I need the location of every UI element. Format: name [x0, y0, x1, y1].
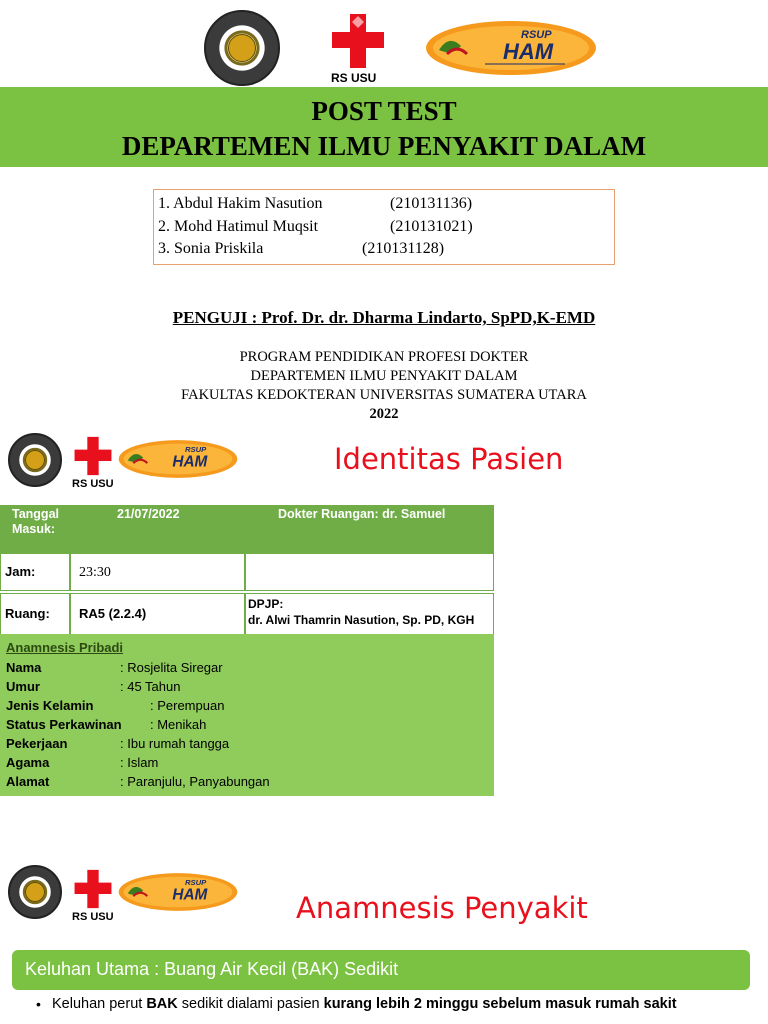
rsup-text: RSUP	[521, 29, 552, 41]
field-value: : 45 Tahun	[120, 679, 181, 694]
tanggal-label: Tanggal	[12, 507, 59, 521]
rs-usu-label: RS USU	[72, 911, 114, 923]
rs-usu-label: RS USU	[331, 71, 377, 85]
identity-slide	[0, 425, 768, 825]
bullet-bold: kurang lebih 2 minggu sebelum masuk rumah sakit	[323, 996, 677, 1012]
dpjp-value: dr. Alwi Thamrin Nasution, Sp. PD, KGH	[248, 613, 475, 627]
field-label: Pekerjaan	[6, 736, 68, 751]
jam-value: 23:30	[79, 565, 111, 580]
rs-usu-cross-icon	[328, 10, 388, 72]
rsup-text: RSUP	[184, 878, 207, 888]
table-header-row	[0, 505, 494, 553]
rs-usu-label: RS USU	[72, 478, 114, 490]
tanggal-value: 21/07/2022	[117, 507, 180, 521]
table-row-ruang	[0, 593, 494, 635]
anamnesis-slide	[0, 825, 768, 1024]
members-box	[153, 189, 615, 265]
rs-usu-cross-icon	[71, 867, 115, 911]
field-label: Jenis Kelamin	[6, 698, 94, 713]
title-slide	[0, 0, 768, 425]
member-name: 3. Sonia Priskila	[158, 240, 264, 257]
member-name: 1. Abdul Hakim Nasution	[158, 195, 323, 212]
usu-seal-logo	[204, 10, 280, 86]
field-label: Nama	[6, 660, 42, 675]
ham-text: HAM	[172, 453, 208, 471]
member-name: 2. Mohd Hatimul Muqsit	[158, 217, 319, 235]
member-nim: (210131021)	[390, 217, 473, 235]
field-value: : Ibu rumah tangga	[120, 736, 230, 751]
title-department: DEPARTEMEN ILMU PENYAKIT DALAM	[121, 131, 647, 161]
field-value: : Islam	[120, 755, 159, 770]
field-label: Umur	[6, 679, 40, 694]
jam-label: Jam:	[5, 564, 36, 579]
dpjp-label: DPJP:	[248, 597, 284, 611]
member-nim: (210131136)	[390, 195, 473, 212]
member-nim: (210131128)	[362, 240, 445, 257]
usu-seal-logo	[8, 865, 62, 919]
bullet-part: Keluhan perut	[52, 996, 147, 1012]
member-row	[158, 218, 614, 241]
department-line: DEPARTEMEN ILMU PENYAKIT DALAM	[250, 368, 518, 384]
slide-heading: Anamnesis Penyakit	[296, 891, 588, 925]
rsup-text: RSUP	[184, 445, 207, 455]
bullet-part: sedikit dialami pasien	[177, 996, 324, 1012]
keluhan-utama-banner: Keluhan Utama : Buang Air Kecil (BAK) Sedikit	[12, 950, 750, 990]
member-row	[158, 240, 614, 263]
field-label: Status Perkawinan	[6, 717, 122, 732]
ruang-value: RA5 (2.2.4)	[79, 606, 147, 621]
field-label: Agama	[6, 755, 50, 770]
bullet-text	[52, 996, 677, 1012]
bullet-icon: •	[36, 996, 41, 1012]
rsup-ham-logo	[118, 439, 238, 479]
examiner-line: PENGUJI : Prof. Dr. dr. Dharma Lindarto, SpPD,K-EMD	[172, 308, 596, 327]
anamnesis-header: Anamnesis Pribadi	[6, 640, 124, 655]
field-value: : Rosjelita Siregar	[120, 660, 223, 675]
ham-text: HAM	[172, 886, 208, 904]
bullet-bold: BAK	[146, 996, 178, 1012]
year-line: 2022	[369, 406, 399, 422]
table-row-jam	[0, 553, 494, 591]
anamnesis-pribadi-panel	[0, 634, 494, 796]
slide-heading: Identitas Pasien	[334, 442, 564, 476]
field-value: : Paranjulu, Panyabungan	[120, 774, 270, 789]
dokter-ruangan: Dokter Ruangan: dr. Samuel	[278, 507, 446, 521]
title-post-test: POST TEST	[311, 96, 457, 126]
usu-seal-logo	[8, 433, 62, 487]
masuk-label: Masuk:	[12, 522, 56, 536]
rs-usu-cross-icon	[71, 434, 115, 478]
rsup-ham-logo	[425, 20, 597, 76]
field-value: : Perempuan	[150, 698, 225, 713]
ruang-label: Ruang:	[5, 606, 50, 621]
ham-text: HAM	[503, 39, 554, 64]
field-label: Alamat	[6, 774, 50, 789]
rsup-ham-logo	[118, 872, 238, 912]
field-value: : Menikah	[150, 717, 207, 732]
member-row	[158, 195, 614, 218]
program-line: PROGRAM PENDIDIKAN PROFESI DOKTER	[239, 349, 529, 365]
faculty-line: FAKULTAS KEDOKTERAN UNIVERSITAS SUMATERA UTARA	[181, 387, 587, 403]
